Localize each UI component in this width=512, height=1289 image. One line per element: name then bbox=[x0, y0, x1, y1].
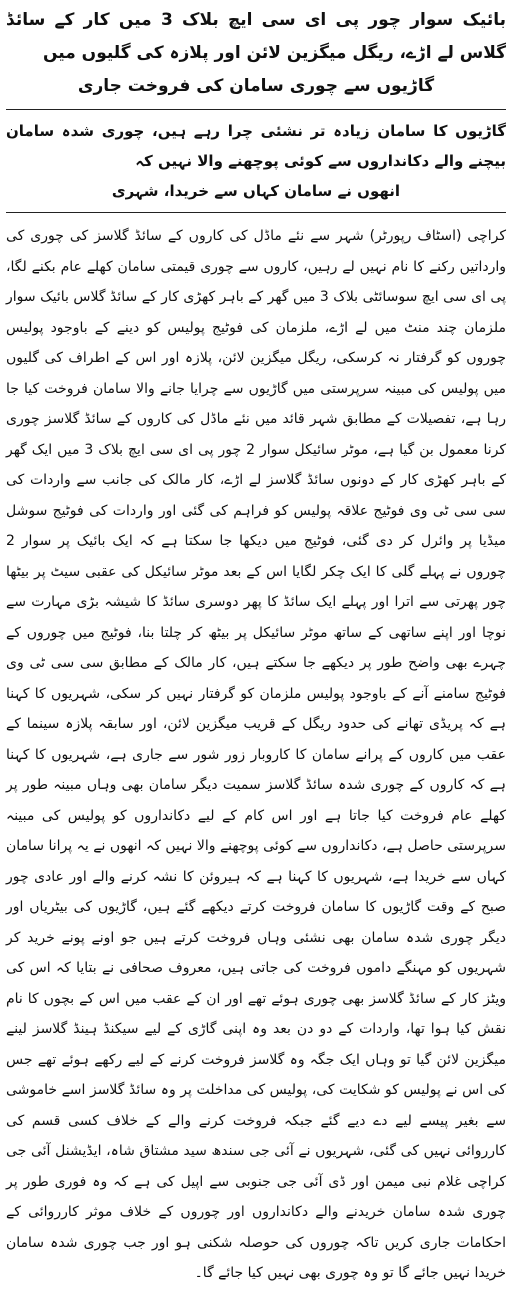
headline bbox=[6, 4, 506, 103]
subheadline-line-2: انھوں نے سامان کہاں سے خریدا، شہری bbox=[111, 182, 401, 200]
article-body: کراچی (اسٹاف رپورٹر) شہر سے نئے ماڈل کی کاروں کے سائڈ گلاسز کی چوری کی وارداتیں رکنے کا نام نہیں لے رہیں، کاروں سے چوری قیمتی سامان کھلے عام بکنے لگا، پی ای سی ایچ سوسائٹی بلاک 3 میں گھر کے باہر کھڑی کار کے سائڈ گلاس بائیک سوار ملزمان چند منٹ میں لے اڑے، ملزمان کی فوٹیج پولیس کو دینے کے باوجود پولیس چوروں کو گرفتار نہ کرسکی، ریگل میگزین لائن، پلازہ اور اس کے اطراف کی گلیوں میں پولیس کی مبینہ سرپرستی میں گاڑیوں سے چرایا جانے والا سامان فروخت کیا جا رہا ہے، تفصیلات کے مطابق شہر قائد میں نئے ماڈل کی کاروں کے سائڈ گلاسز چوری کرنا معمول بن گیا ہے، موٹر سائیکل سوار 2 چور پی ای سی ایچ بلاک 3 میں ایک گھر کے باہر کھڑی کار کے دونوں سائڈ گلاسز لے اڑے، کار مالک کی جانب سے واردات کی سی سی ٹی وی فوٹیج علاقہ پولیس کو فراہم کی گئی اور واردات کی فوٹیج سوشل میڈیا پر وائرل کر دی گئی، فوٹیج میں دیکھا جا سکتا ہے کہ ایک بائیک پر سوار 2 چوروں نے پہلے گلی کا ایک چکر لگایا اس کے بعد موٹر سائیکل کی عقبی سیٹ پر بیٹھا چور پھرتی سے اترا اور پہلے ایک سائڈ کا پھر دوسری سائڈ کا شیشہ بڑی مہارت سے نوچا اور اپنے ساتھی کے ساتھ موٹر سائیکل پر بیٹھ کر چلتا بنا، فوٹیج میں چوروں کے چہرے بھی واضح طور پر دیکھے جا سکتے ہیں، کار مالک کے مطابق سی سی ٹی وی فوٹیج سامنے آنے کے باوجود پولیس ملزمان کو گرفتار نہیں کر سکی، شہریوں کا کہنا ہے کہ پریڈی تھانے کی حدود ریگل کے قریب میگزین لائن، اور سابقہ پلازہ سینما کے عقب میں کاروں کے پرانے سامان کا کاروبار زور شور سے جاری ہے، شہریوں کا کہنا ہے کہ کاروں کے چوری شدہ سائڈ گلاسز سمیت دیگر سامان بھی وہاں مبینہ طور پر کھلے عام فروخت کیا جاتا ہے اور اس کام کے لیے دکانداروں کو پولیس کی مبینہ سرپرستی حاصل ہے، دکانداروں سے کوئی پوچھنے والا نہیں کہ انھوں نے یہ پرانا سامان کہاں سے خریدا ہے، شہریوں کا کہنا ہے کہ ہیروئن کا نشہ کرنے والے اور عادی چور صبح کے وقت گاڑیوں کا سامان فروخت کرتے دیکھے گئے ہیں، گاڑیوں کی بیٹریاں اور دیگر چوری شدہ سامان بھی نشئی وہاں فروخت کرتے ہیں جو اونے پونے خرید کر شہریوں کو مہنگے داموں فروخت کی جاتی ہیں، معروف صحافی نے بتایا کہ اس کی ویٹز کار کے سائڈ گلاسز بھی چوری ہوئے تھے اور ان کے عقب میں اس کے بچوں کا نام نقش کیا ہوا تھا، واردات کے دو دن بعد وہ اپنی گاڑی کے لیے سیکنڈ ہینڈ گلاسز لینے میگزین لائن گیا تو وہاں ایک جگہ وہ گلاسز فروخت کرنے کے لیے رکھے ہوئے تھے جس کی اس نے پولیس کو شکایت کی، پولیس کی مداخلت پر وہ سائڈ گلاسز اسے خاموشی سے بغیر پیسے لیے دے دیے گئے جبکہ فروخت کرنے والے کے خلاف کسی قسم کی کارروائی نہیں کی گئی، شہریوں نے آئی جی سندھ سید مشتاق شاہ، ایڈیشنل آئی جی کراچی غلام نبی میمن اور ڈی آئی جی جنوبی سے اپیل کی ہے کہ وہ فوری طور پر چوری شدہ سامان خریدنے والے دکانداروں اور چوروں کے خلاف موثر کارروائی کے احکامات جاری کریں تاکہ چوروں کی حوصلہ شکنی ہو اور جب چوری شدہ سامان خریدا نہیں جائے گا تو وہ چوری بھی نہیں کیا جائے گا۔ bbox=[6, 228, 507, 1281]
subheadline-line-1: گاڑیوں کا سامان زیادہ تر نشئی چرا رہے ہیں، چوری شدہ سامان بیچنے والے دکانداروں سے کوئی پوچھنے والا نہیں کہ bbox=[6, 122, 506, 170]
headline-divider bbox=[6, 109, 506, 110]
headline-line-1: بائیک سوار چور پی ای سی ایچ بلاک 3 میں کار کے سائڈ گلاس لے اڑے، ریگل میگزین لائن اور پلازہ کی گلیوں میں bbox=[6, 10, 506, 63]
subheadline-divider bbox=[6, 212, 506, 213]
headline-line-2: گاڑیوں سے چوری سامان کی فروخت جاری bbox=[77, 76, 435, 96]
subheadline bbox=[6, 116, 506, 206]
